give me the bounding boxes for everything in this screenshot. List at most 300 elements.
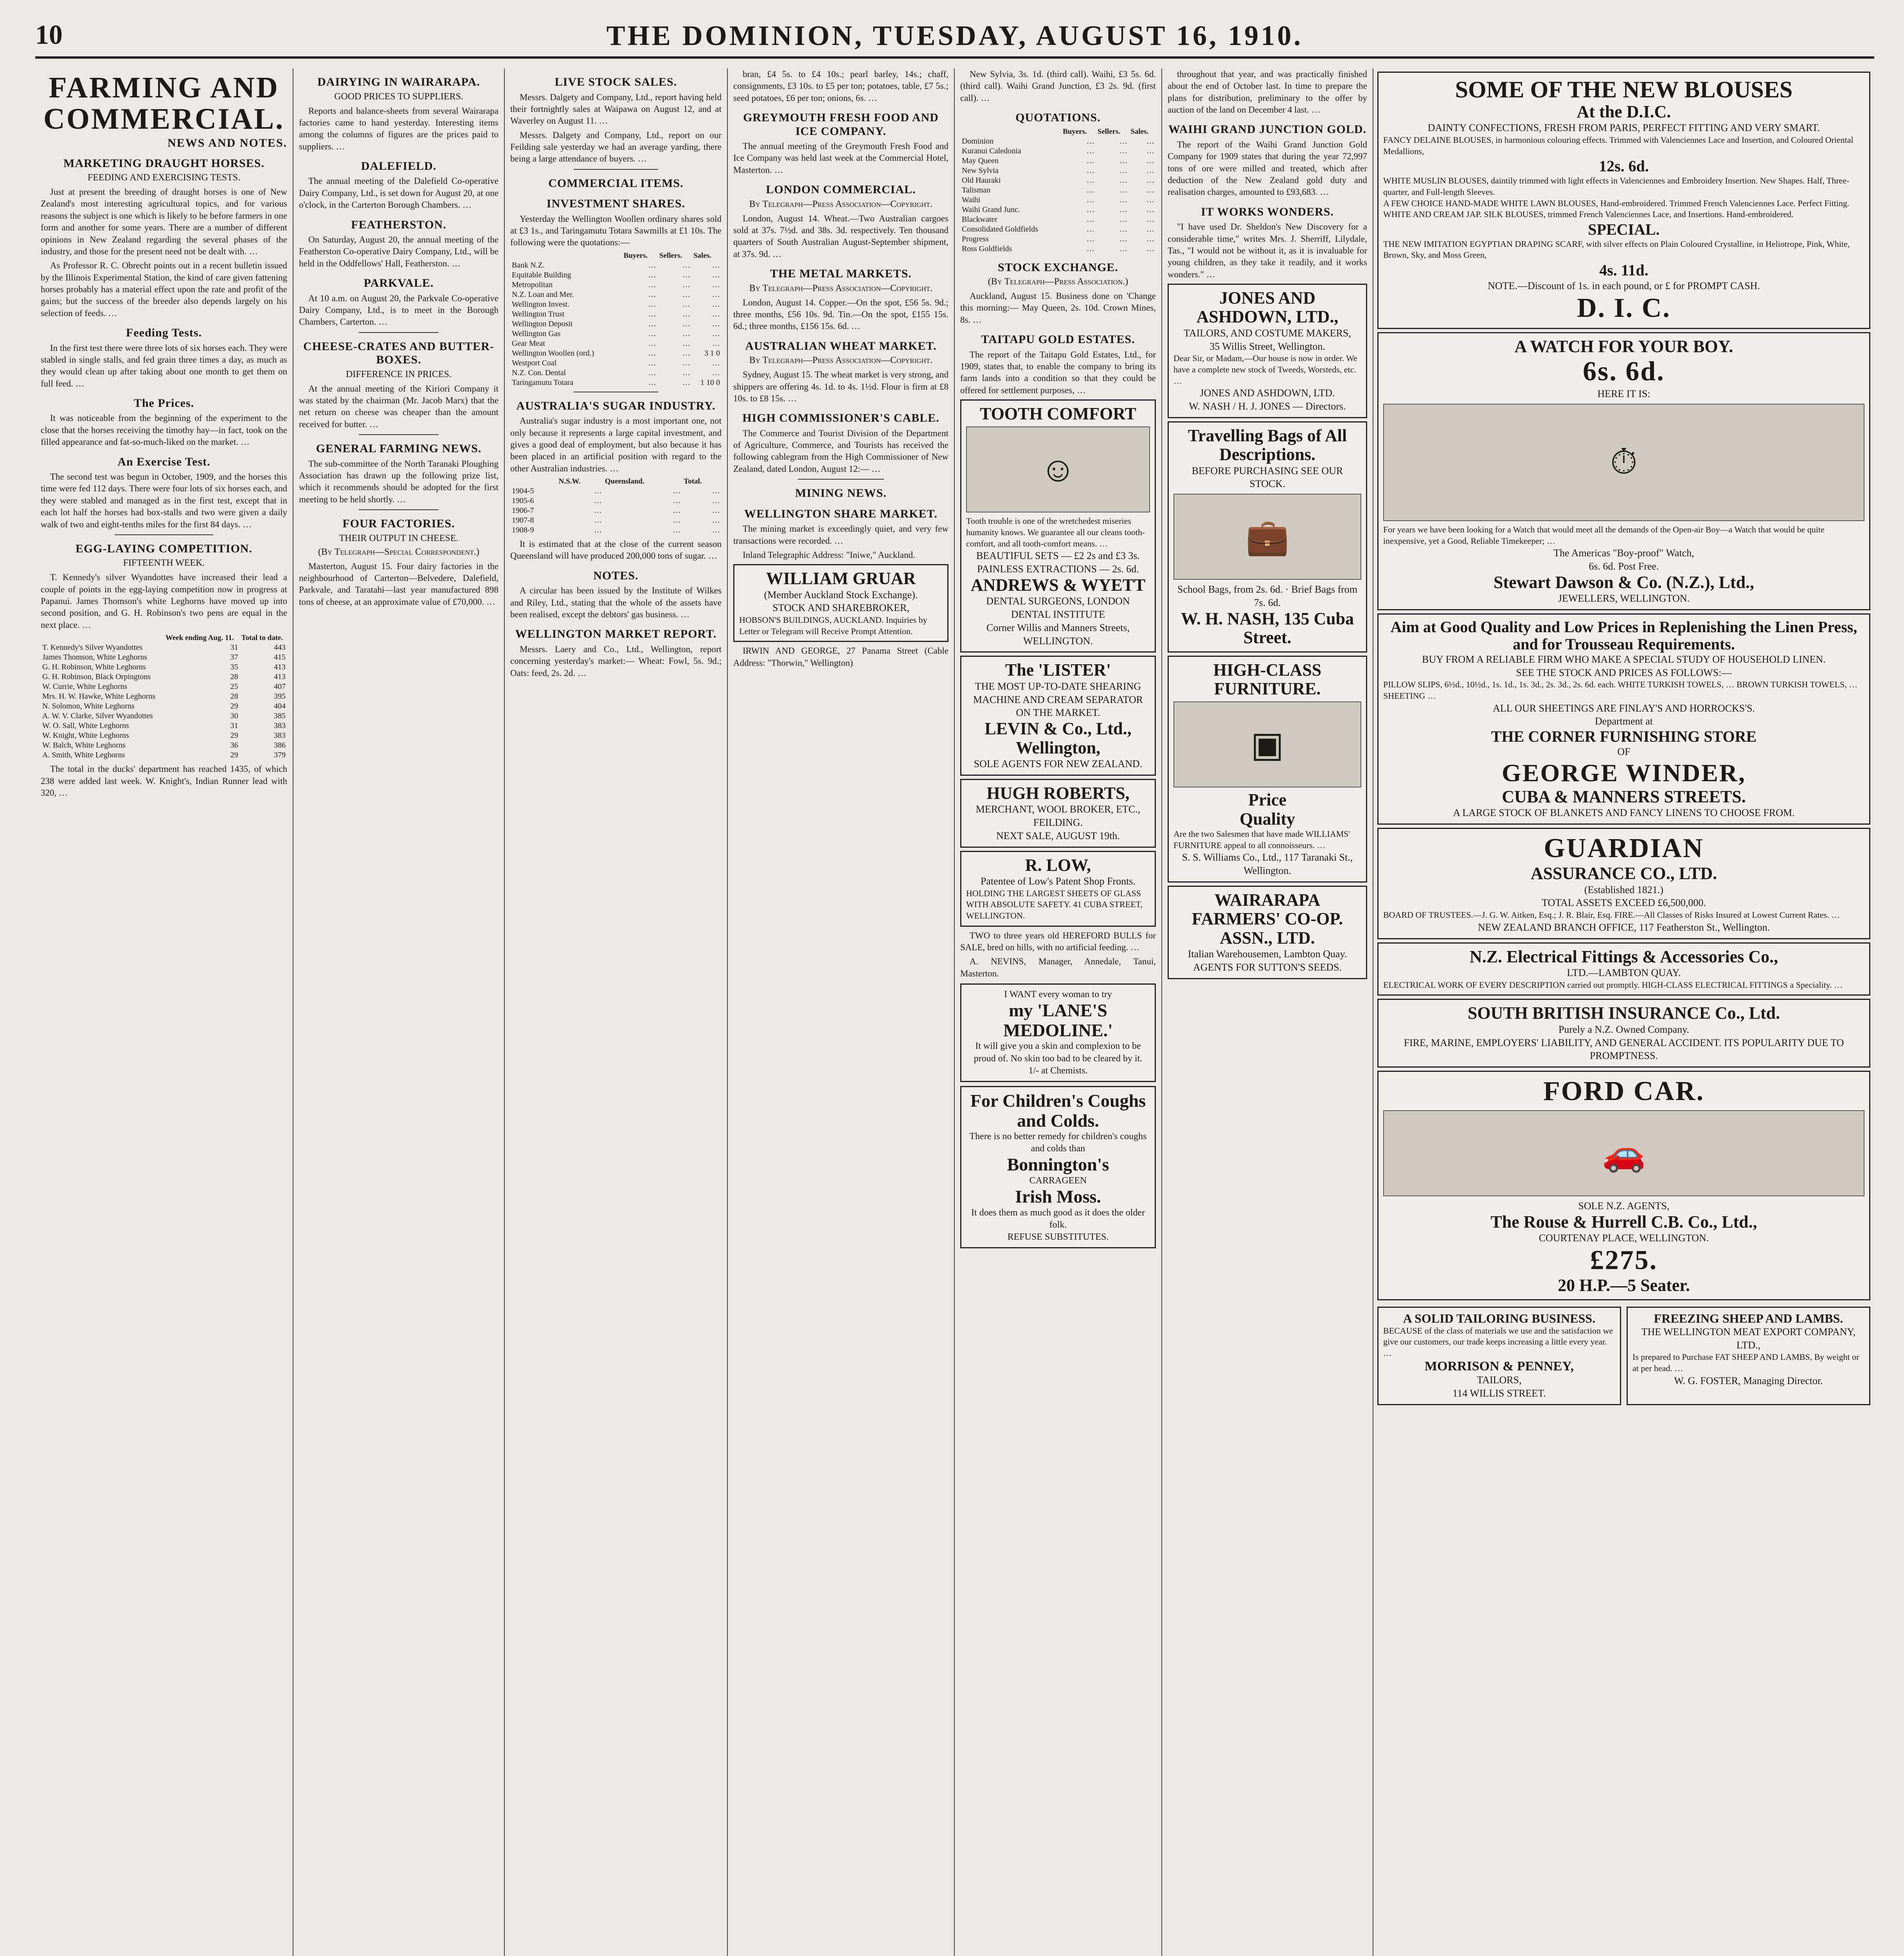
article-paragraph: The mining market is exceedingly quiet, and very few transactions were recorded. …	[733, 524, 948, 546]
article-heading: AUSTRALIA'S SUGAR INDUSTRY.	[516, 399, 716, 412]
r-low-ad	[960, 851, 1156, 927]
ad-line: REFUSE SUBSTITUTES.	[1007, 1232, 1109, 1242]
table-cell: …	[682, 280, 691, 289]
article-paragraph: In the first test there were three lots of six horses each. They were stabled in single stalls, and fed grain three times a day, as much as they would clean up after taking about one month to get them on full feed. …	[41, 343, 287, 388]
table-row	[41, 682, 287, 692]
article-heading: FOUR FACTORIES.	[342, 517, 455, 530]
table-cell: 413	[274, 672, 286, 681]
table-row	[510, 309, 722, 319]
ad-co: THE WELLINGTON MEAT EXPORT COMPANY, LTD.,	[1641, 1326, 1856, 1351]
ad-body: Is prepared to Purchase FAT SHEEP AND LAMBS, By weight or at per head. …	[1632, 1352, 1859, 1373]
table-row	[960, 185, 1156, 195]
table-cell: …	[712, 526, 720, 535]
table-cell: …	[1146, 146, 1154, 155]
table-cell: …	[712, 309, 720, 318]
bulls-notice: TWO to three years old HEREFORD BULLS for SALE, bred on hills, with no artificial feeding. …	[960, 930, 1156, 952]
article-paragraph: The sub-committee of the North Taranaki Ploughing Association has drawn up the following prize list, which it recommends should be adopted for the first meeting to be held shortly. …	[299, 458, 498, 504]
guardian-ad	[1377, 828, 1870, 939]
ad-title: WAIRARAPA FARMERS' CO-OP. ASSN., LTD.	[1191, 890, 1343, 947]
ad-here: HERE IT IS:	[1597, 388, 1650, 400]
table-cell: …	[1119, 176, 1128, 185]
sugar-production-table	[510, 477, 722, 535]
table-cell: …	[682, 349, 691, 358]
table-cell: …	[712, 280, 720, 289]
pocket-watch-icon: ⏱	[1383, 404, 1864, 521]
table-cell: …	[1146, 225, 1154, 234]
dic-logo: D. I. C.	[1577, 293, 1671, 323]
article-paragraph: At 10 a.m. on August 20, the Parkvale Co-operative Dairy Company, Ltd., is to meet in the Borough Chambers, Carterton. …	[299, 293, 498, 327]
linen-ad	[1377, 613, 1870, 825]
ad-sub: BEFORE PURCHASING SEE OUR STOCK.	[1191, 465, 1343, 490]
ad-body: HOLDING THE LARGEST SHEETS OF GLASS WITH ABSOLUTE SAFETY. 41 CUBA STREET, WELLINGTON.	[966, 888, 1143, 920]
table-header-row	[510, 251, 722, 261]
table-cell: W. Knight, White Leghorns	[42, 731, 129, 740]
column-farming	[35, 68, 293, 1956]
table-row	[960, 156, 1156, 166]
ad-line: CARRAGEEN	[1029, 1176, 1087, 1186]
table-row	[41, 731, 287, 741]
newspaper-dateline: THE DOMINION, TUESDAY, AUGUST 16, 1910.	[606, 20, 1303, 51]
table-cell: 1 10 0	[700, 378, 720, 387]
table-cell: …	[648, 309, 656, 318]
table-cell: …	[648, 290, 656, 299]
ad-firm-sub: DENTAL SURGEONS, LONDON DENTAL INSTITUTE	[986, 595, 1130, 620]
article-heading: NOTES.	[593, 569, 639, 582]
table-cell: Metropolitan	[512, 280, 553, 289]
article-heading: GREYMOUTH FRESH FOOD AND ICE COMPANY.	[743, 111, 939, 138]
table-cell: …	[682, 329, 691, 338]
ad-body: BOARD OF TRUSTEES.—J. G. W. Aitken, Esq.; J. R. Blair, Esq. FIRE.—All Classes of Risks Insured at Lowest Current Rates. …	[1383, 910, 1840, 920]
page-number: 10	[35, 20, 63, 50]
table-cell: Consolidated Goldfields	[962, 225, 1038, 234]
article-heading: COMMERCIAL ITEMS.	[548, 176, 684, 190]
table-row	[41, 643, 287, 653]
table-cell: …	[673, 506, 681, 515]
ad-address: Corner Willis and Manners Streets, WELLINGTON.	[986, 622, 1130, 647]
table-cell: Mrs. H. W. Hawke, White Leghorns	[42, 692, 156, 701]
ad-price: BEAUTIFUL SETS — £2 2s and £3 3s.	[976, 550, 1140, 562]
telegraph-note: (By Telegraph—Special Correspondent.)	[318, 547, 480, 557]
ad-price: 12s. 6d.	[1599, 157, 1649, 175]
table-cell: Kuranui Caledonia	[962, 146, 1021, 155]
table-cell: 29	[230, 751, 238, 760]
article-subheading: FEEDING AND EXERCISING TESTS.	[87, 173, 241, 183]
table-cell: …	[1086, 156, 1094, 165]
table-cell: …	[594, 516, 602, 525]
ad-body: Are the two Salesmen that have made WILLIAMS' FURNITURE appeal to all connoisseurs. …	[1173, 829, 1350, 850]
divider	[574, 169, 658, 170]
table-header	[510, 477, 557, 486]
table-cell: G. H. Robinson, White Leghorns	[42, 663, 146, 672]
ad-body: BECAUSE of the class of materials we use and the satisfaction we give our customers, our trade keeps increasing a little every year. …	[1383, 1325, 1613, 1358]
ad-firm: S. S. Williams Co., Ltd., 117 Taranaki St., Wellington.	[1182, 852, 1353, 877]
ad-line: 1/- at Chemists.	[1028, 1065, 1088, 1076]
column-livestock	[505, 68, 728, 1956]
telegraph-note: By Telegraph—Press Association—Copyright.	[749, 283, 933, 293]
table-row	[41, 711, 287, 721]
ad-address: 35 Willis Street, Wellington.	[1209, 340, 1325, 352]
bag-icon: 💼	[1173, 494, 1361, 580]
telegraph-note: By Telegraph—Press Association—Copyright.	[749, 199, 933, 209]
table-cell: …	[682, 309, 691, 318]
table-cell: 28	[230, 692, 238, 701]
ad-price: £275.	[1590, 1245, 1658, 1276]
table-cell: Waihi	[962, 195, 981, 204]
table-cell: 35	[230, 663, 238, 672]
table-cell: Wellington Invest.	[512, 300, 570, 309]
table-cell: 383	[274, 721, 286, 730]
table-cell: …	[712, 319, 720, 328]
ad-body: Tooth trouble is one of the wretchedest miseries humanity knows. We guarantee all our cleans tooth-comfort, and all tooth-comfort means. …	[966, 516, 1145, 548]
table-cell: 1904-5	[512, 487, 534, 496]
ad-title: FREEZING SHEEP AND LAMBS.	[1654, 1311, 1843, 1325]
table-cell: 29	[230, 702, 238, 711]
ad-sub: TAILORS, AND COSTUME MAKERS,	[1184, 327, 1351, 339]
table-header: Sellers.	[659, 251, 682, 260]
advertisement-column	[1373, 68, 1874, 1956]
table-cell: 28	[230, 672, 238, 681]
table-cell: …	[1086, 225, 1094, 234]
article-paragraph: throughout that year, and was practically finished about the end of October last. In time to prepare the plans for distribution, preliminary to the offer by auction of the land on December 4 last. …	[1168, 69, 1367, 115]
table-cell: …	[1086, 146, 1094, 155]
article-heading: THE METAL MARKETS.	[770, 267, 912, 280]
ad-firm: GEORGE WINDER,	[1501, 759, 1746, 787]
table-cell: …	[673, 516, 681, 525]
ad-sub: Patentee of Low's Patent Shop Fronts.	[980, 875, 1136, 887]
table-row	[510, 270, 722, 280]
ad-title: JONES AND ASHDOWN, LTD.,	[1196, 288, 1339, 327]
table-cell: …	[594, 506, 602, 515]
section-title: FARMING AND COMMERCIAL.	[43, 71, 285, 135]
table-cell: 385	[274, 712, 286, 721]
ad-note: ALL OUR SHEETINGS ARE FINLAY'S AND HORROCKS'S.	[1493, 702, 1755, 714]
table-row	[41, 750, 287, 760]
column-dairying	[293, 68, 505, 1956]
table-row	[41, 653, 287, 662]
article-paragraph: The Commerce and Tourist Division of the Department of Agriculture, Commerce, and Tourists has received the following cablegram from the High Commissioner of New Zealand, dated London, August 12:— …	[733, 428, 948, 474]
ad-title: my 'LANE'S MEDOLINE.'	[1003, 1000, 1113, 1040]
table-cell: …	[594, 487, 602, 496]
ad-title: HUGH ROBERTS,	[986, 783, 1130, 803]
article-heading: GENERAL FARMING NEWS.	[316, 442, 482, 455]
sofa-icon: ▣	[1173, 701, 1361, 787]
article-paragraph: The report of the Taitapu Gold Estates, Ltd., for 1909, states that, to enable the company to bring its farm lands into a condition so that they could be offered for settlement purposes, …	[960, 349, 1156, 395]
table-cell: …	[712, 368, 720, 377]
table-cell: 37	[230, 653, 238, 662]
table-row	[960, 225, 1156, 234]
ad-streets: CUBA & MANNERS STREETS.	[1502, 787, 1746, 807]
ad-store: At the D.I.C.	[1576, 102, 1671, 121]
article-paragraph: The report of the Waihi Grand Junction Gold Company for 1909 states that during the year 72,997 tons of ore were milled and treated, which after deduction of the New Zealand gold duty and realisation charges, amounted to £93,683. …	[1168, 139, 1367, 197]
table-header: Total.	[684, 477, 702, 486]
ad-agents: AGENTS FOR SUTTON'S SEEDS.	[1193, 961, 1342, 973]
table-cell: Wellington Gas	[512, 329, 561, 338]
ad-quality-word: Quality	[1240, 809, 1295, 829]
table-cell: N.Z. Con. Dental	[512, 368, 566, 377]
notice-body: HOBSON'S BUILDINGS, AUCKLAND. Inquiries by Letter or Telegram will Receive Prompt Attention.	[739, 615, 927, 636]
ad-prices: School Bags, from 2s. 6d. · Brief Bags from 7s. 6d.	[1177, 584, 1357, 608]
masthead	[35, 16, 1874, 59]
divider	[115, 534, 213, 535]
article-heading: MARKETING DRAUGHT HORSES.	[63, 156, 265, 170]
ad-product: Irish Moss.	[1015, 1187, 1101, 1207]
table-row	[510, 378, 722, 388]
article-subheading: DIFFERENCE IN PRICES.	[346, 369, 452, 379]
article-paragraph: Messrs. Dalgety and Company, Ltd., report having held their fortnightly sales at Waipawa on August 12, and at Waverley on August 11. …	[510, 92, 722, 126]
ad-sub: Italian Warehousemen, Lambton Quay.	[1188, 948, 1347, 960]
article-paragraph: London, August 14. Wheat.—Two Australian cargoes sold at 37s. 7½d. and 38s. 3d. respectively. Ten thousand quarters of South Australian August-September shipment, at 37s. 9d. …	[733, 213, 948, 259]
table-cell: 29	[230, 731, 238, 740]
ad-title: A WATCH FOR YOUR BOY.	[1514, 336, 1733, 356]
table-cell: …	[1086, 205, 1094, 214]
table-cell: …	[1119, 225, 1128, 234]
motor-car-icon: 🚗	[1383, 1110, 1864, 1196]
table-cell: 25	[230, 682, 238, 691]
article-heading: DAIRYING IN WAIRARAPA.	[317, 76, 480, 88]
table-row	[960, 234, 1156, 244]
ad-see: SEE THE STOCK AND PRICES AS FOLLOWS:—	[1516, 667, 1732, 678]
wairarapa-farmers-ad	[1168, 886, 1367, 979]
ad-price: 6s. 6d.	[1583, 356, 1665, 387]
table-header: Buyers.	[1063, 127, 1087, 136]
table-cell: N.Z. Loan and Mer.	[512, 290, 574, 299]
ad-assets: TOTAL ASSETS EXCEED £6,500,000.	[1542, 897, 1706, 909]
table-header: Week ending Aug. 11.	[165, 634, 234, 642]
table-cell: …	[1119, 215, 1128, 224]
table-row	[41, 741, 287, 750]
table-cell: …	[1086, 185, 1094, 194]
ad-sub: A LARGE STOCK OF BLANKETS AND FANCY LINENS TO CHOOSE FROM.	[1453, 807, 1795, 819]
table-row	[510, 339, 722, 349]
ad-signature: JONES AND ASHDOWN, LTD.	[1200, 387, 1335, 399]
table-cell: …	[673, 487, 681, 496]
article-heading: QUOTATIONS.	[1015, 111, 1101, 124]
article-subhead: An Exercise Test.	[117, 455, 211, 468]
table-cell: …	[712, 496, 720, 505]
table-cell: …	[648, 270, 656, 279]
table-row	[510, 329, 722, 339]
table-cell: …	[712, 339, 720, 348]
table-cell: …	[1146, 215, 1154, 224]
table-cell: Talisman	[962, 185, 991, 194]
ad-firm: MORRISON & PENNEY,	[1424, 1359, 1574, 1374]
ad-title: N.Z. Electrical Fittings & Accessories Co.,	[1469, 947, 1778, 966]
ad-special: SPECIAL.	[1588, 220, 1660, 238]
ad-co: ASSURANCE CO., LTD.	[1530, 864, 1717, 883]
table-cell: …	[1119, 156, 1128, 165]
table-cell: …	[1119, 146, 1128, 155]
table-cell: 31	[230, 721, 238, 730]
table-row	[960, 137, 1156, 146]
table-header: Buyers.	[623, 251, 648, 260]
table-header: N.S.W.	[558, 477, 581, 486]
table-cell: …	[594, 526, 602, 535]
ad-title: For Children's Coughs and Colds.	[970, 1090, 1146, 1131]
table-cell: …	[712, 300, 720, 309]
article-subhead: Feeding Tests.	[126, 326, 202, 340]
column-companies-ads	[1162, 68, 1373, 1956]
ad-office: NEW ZEALAND BRANCH OFFICE, 117 Featherston St., Wellington.	[1477, 921, 1770, 933]
section-kicker: NEWS AND NOTES.	[167, 136, 287, 149]
table-header-row	[41, 633, 287, 643]
table-row	[41, 701, 287, 711]
table-cell: …	[682, 300, 691, 309]
table-cell: Westport Coal	[512, 358, 557, 367]
ad-est: (Established 1821.)	[1584, 884, 1664, 895]
table-row	[510, 496, 722, 506]
table-cell: …	[1146, 234, 1154, 243]
table-cell: Old Hauraki	[962, 176, 1001, 185]
ad-body: ELECTRICAL WORK OF EVERY DESCRIPTION carried out promptly. HIGH-CLASS ELECTRICAL FITTINGS a Speciality. …	[1383, 980, 1843, 990]
table-header: Sellers.	[1097, 127, 1121, 136]
travelling-bags-ad	[1168, 421, 1367, 653]
table-cell: 386	[274, 741, 286, 750]
divider	[359, 509, 439, 510]
telegraph-note: (By Telegraph—Press Association.)	[988, 277, 1128, 287]
tailoring-ad	[1377, 1307, 1621, 1405]
article-paragraph: Sydney, August 15. The wheat market is very strong, and shippers are offering 4s. 1d. to 4s. 1½d. Flour is firm at £8 10s. to £8 15s. …	[733, 370, 948, 403]
table-cell: …	[1146, 195, 1154, 204]
article-paragraph: Masterton, August 15. Four dairy factories in the neighbourhood of Carterton—Belvedere, Dalefield, Parkvale, and Taratahi—last year manufactured 898 tons of cheese, at an approximate value of £70,000. …	[299, 561, 498, 607]
article-paragraph: Just at present the breeding of draught horses is one of New Zealand's most interesting agricultural topics, and for various reasons the subject is one which is likely to be before farmers in one form and another for some years. There are a number of different opinions in New Zealand regarding the several phases of the industry, and those for the present need not be dealt with. …	[41, 187, 287, 256]
article-subheading: FIFTEENTH WEEK.	[123, 558, 205, 568]
ad-title: GUARDIAN	[1544, 833, 1704, 864]
table-cell: …	[712, 290, 720, 299]
table-row	[510, 319, 722, 329]
table-cell: …	[682, 270, 691, 279]
table-cell: 3 1 0	[704, 349, 720, 358]
article-heading: WELLINGTON MARKET REPORT.	[515, 627, 717, 641]
table-cell: …	[594, 496, 602, 505]
table-cell: 404	[274, 702, 286, 711]
ad-line: It does them as much good as it does the older folk.	[971, 1207, 1145, 1230]
table-header: Sales.	[1130, 127, 1149, 136]
article-heading: HIGH COMMISSIONER'S CABLE.	[742, 412, 939, 425]
table-cell: Progress	[962, 234, 989, 243]
table-cell: New Sylvia	[962, 166, 999, 175]
south-british-ad	[1377, 999, 1870, 1068]
article-paragraph: It was noticeable from the beginning of the experiment to the close that the horses receiving the timothy hay—in fact, took on the filled appearance and fat-so-much-liked on the market. …	[41, 413, 287, 447]
table-row	[41, 692, 287, 701]
table-row	[960, 195, 1156, 205]
share-quotations-table	[510, 251, 722, 388]
table-row	[41, 662, 287, 672]
article-paragraph: As Professor R. C. Obrecht points out in a recent bulletin issued by the Illinois Experimental Station, the kind of care given fattening horses probably has a material effect upon the rate and profit of the gains; but the success of the breeder also depends largely on his selection of feeds. …	[41, 261, 287, 318]
ad-of: OF	[1617, 746, 1630, 758]
table-cell: …	[1086, 234, 1094, 243]
article-paragraph: T. Kennedy's silver Wyandottes have increased their lead a couple of points in the egg-laying competition now in progress at Papanui. James Thomson's white Leghorns have moved up into second position, and G. H. Robinson's two pens are equal in the next place. …	[41, 572, 287, 630]
table-row	[510, 300, 722, 309]
ad-line: It will give you a skin and complexion to be proud of. No skin too bad to be cleared by it.	[974, 1041, 1143, 1064]
article-subhead: INVESTMENT SHARES.	[546, 197, 686, 210]
table-cell: Blackwater	[962, 215, 998, 224]
table-cell: …	[673, 496, 681, 505]
article-paragraph: London, August 14. Copper.—On the spot, £56 5s. 9d.; three months, £56 10s. 9d. Tin.—On the spot, £155 15s. 6d.; three months, £156 15s. 6d. …	[733, 297, 948, 331]
ad-title: Aim at Good Quality and Low Prices in Replenishing the Linen Press, and for Trousseau Requirements.	[1390, 618, 1857, 653]
table-cell: …	[1119, 234, 1128, 243]
dentures-icon: ☺	[966, 426, 1150, 512]
table-header-row	[510, 477, 722, 486]
table-cell: …	[712, 261, 720, 270]
ad-sub: THE MOST UP-TO-DATE SHEARING MACHINE AND CREAM SEPARATOR ON THE MARKET.	[973, 680, 1143, 719]
table-cell: 413	[274, 663, 286, 672]
ad-sale: NEXT SALE, AUGUST 19th.	[996, 830, 1120, 841]
ad-sub: BUY FROM A RELIABLE FIRM WHO MAKE A SPECIAL STUDY OF HOUSEHOLD LINEN.	[1422, 653, 1826, 665]
article-paragraph: Yesterday the Wellington Woollen ordinary shares sold at £3 1s., and Taringamutu Totara Sawmills at £1 10s. The following were the quotations:—	[510, 214, 722, 248]
table-header-row	[960, 127, 1156, 137]
divider	[359, 332, 439, 333]
ad-title: HIGH-CLASS FURNITURE.	[1213, 660, 1322, 698]
table-cell: Gear Meat	[512, 339, 545, 348]
ad-body: PILLOW SLIPS, 6½d., 10½d., 1s. 1d., 1s. 3d., 2s. 3d., 2s. 6d. each. WHITE TURKISH TOWELS, … BROWN TURKISH TOWELS, … SHEETING …	[1383, 680, 1858, 701]
article-heading: EGG-LAYING COMPETITION.	[76, 542, 252, 555]
table-cell: G. H. Robinson, Black Orpingtons	[42, 672, 151, 681]
table-row	[41, 672, 287, 682]
notice-sub: (Member Auckland Stock Exchange).	[764, 589, 918, 600]
table-cell: Ross Goldfields	[962, 244, 1012, 253]
ad-price: 4s. 11d.	[1599, 261, 1648, 279]
article-subhead: WELLINGTON SHARE MARKET.	[744, 507, 938, 520]
ad-item: WHITE MUSLIN BLOUSES, daintily trimmed with light effects in Valenciennes and Embroidery Insertion. New Shapes. Half, Three-quarter, and Full-length Sleeves.	[1383, 176, 1850, 197]
table-cell: …	[682, 319, 691, 328]
table-cell: …	[1086, 195, 1094, 204]
table-row	[960, 166, 1156, 176]
ad-title: TOOTH COMFORT	[980, 404, 1136, 424]
table-cell: A. Smith, White Leghorns	[42, 751, 125, 760]
table-cell: …	[682, 261, 691, 270]
table-row	[510, 486, 722, 496]
ad-hp: 20 H.P.—5 Seater.	[1558, 1276, 1690, 1295]
table-row	[960, 244, 1156, 254]
article-heading: AUSTRALIAN WHEAT MARKET.	[745, 339, 937, 352]
table-cell: A. W. V. Clarke, Silver Wyandottes	[42, 712, 153, 721]
article-paragraph: New Sylvia, 3s. 1d. (third call). Waihi, £3 5s. 6d. (third call). Waihi Grand Junction, £3 2s. 9d. (first call). …	[960, 69, 1156, 103]
ad-line: I WANT every woman to try	[1004, 989, 1112, 1000]
table-header	[960, 127, 1061, 137]
column-mining-ads	[955, 68, 1162, 1956]
table-row	[41, 721, 287, 731]
ad-watch-name: The Americas "Boy-proof" Watch,	[1553, 547, 1694, 559]
table-cell: …	[1146, 166, 1154, 175]
table-cell: …	[712, 329, 720, 338]
table-row	[960, 205, 1156, 215]
divider	[359, 434, 439, 435]
ad-dept: Department at	[1595, 716, 1653, 727]
table-cell: …	[1146, 205, 1154, 214]
table-cell: …	[682, 358, 691, 367]
table-cell: …	[712, 358, 720, 367]
electrical-ad	[1377, 942, 1870, 996]
table-cell: …	[712, 487, 720, 496]
article-heading: IT WORKS WONDERS.	[1201, 205, 1334, 218]
table-cell: …	[1119, 137, 1128, 146]
ad-postfree: 6s. 6d. Post Free.	[1589, 560, 1659, 572]
table-row	[510, 525, 722, 535]
column-markets	[728, 68, 955, 1956]
article-paragraph: Messrs. Dalgety and Company, Ltd., report on our Feilding sale yesterday we had an average yarding, there being a large attendance of buyers. …	[510, 130, 722, 164]
article-heading: CHEESE-CRATES AND BUTTER-BOXES.	[303, 340, 494, 367]
article-subhead: PARKVALE.	[364, 277, 434, 290]
table-cell: Dominion	[962, 137, 994, 146]
table-header: Total to date.	[241, 634, 283, 642]
table-cell: …	[1086, 137, 1094, 146]
table-cell: 1906-7	[512, 506, 534, 515]
ad-item: WHITE AND CREAM JAP. SILK BLOUSES, trimmed French Valenciennes Lace, and Insertions. Hand-embroidered.	[1383, 209, 1794, 219]
ad-signature: W. G. FOSTER, Managing Director.	[1674, 1375, 1823, 1386]
ad-body: For years we have been looking for a Watch that would meet all the demands of the Open-air Boy—a Watch that would be quite inexpensive, yet a Good, Reliable Timekeeper; …	[1383, 524, 1825, 546]
table-row	[510, 290, 722, 300]
article-subheading: GOOD PRICES TO SUPPLIERS.	[334, 91, 463, 102]
